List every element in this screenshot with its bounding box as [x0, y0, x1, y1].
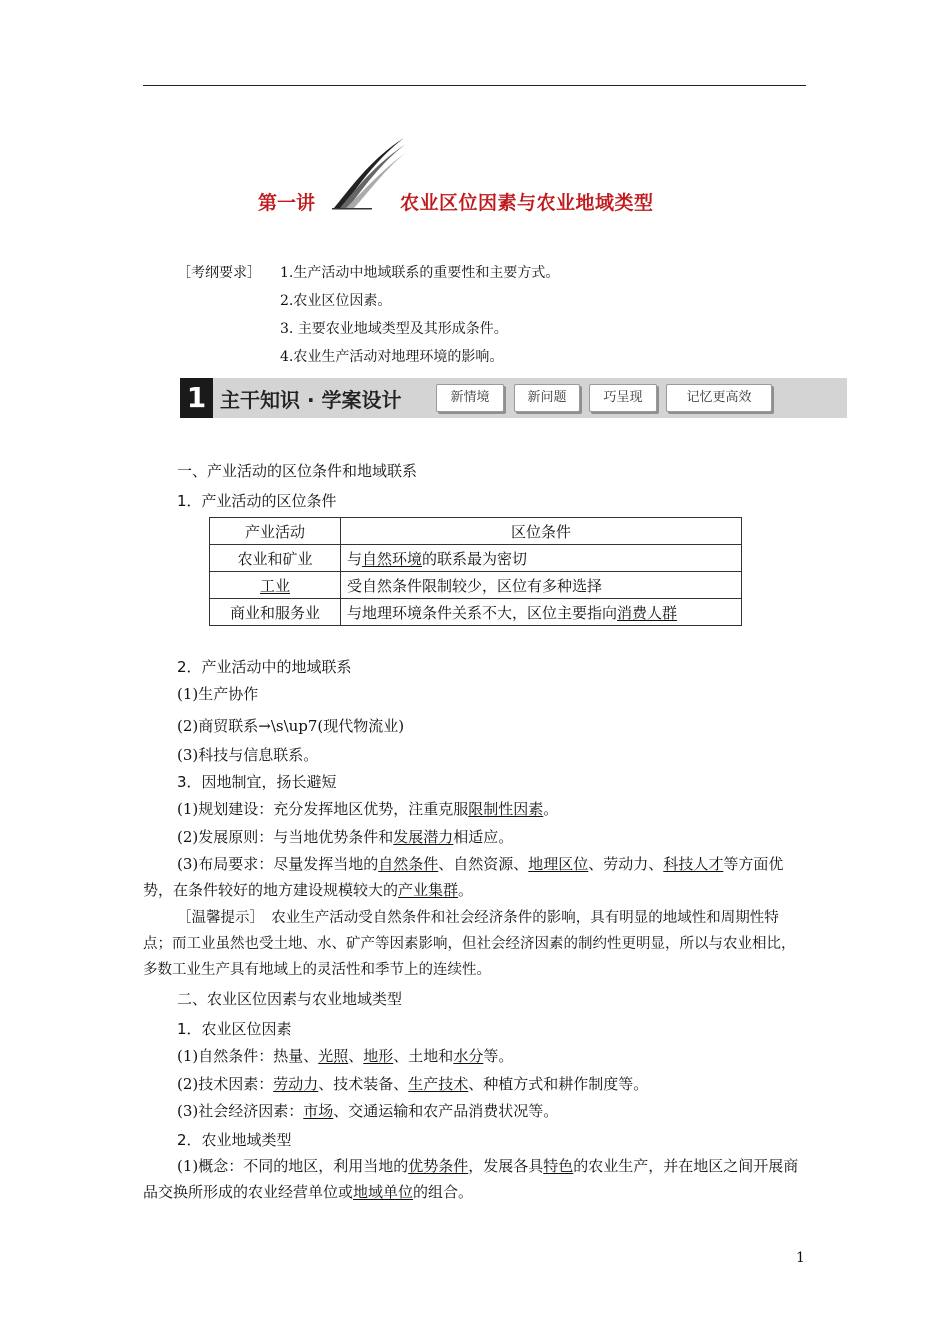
tip-text: 农业生产活动受自然条件和社会经济条件的影响，具有明显的地域性和周期性特点；而工业虽然也受土地、水、矿产等因素影响，但社会经济因素的制约性更明显，所以与农业相比，多数工业生产具有地域上的灵活性和季节上的连续性。	[143, 910, 796, 978]
text: 、	[348, 1047, 364, 1065]
cell-text: 与地理环境条件关系不大，区位主要指向	[347, 603, 618, 622]
answer: 水分	[453, 1047, 484, 1065]
section-heading: 二、农业区位因素与农业地域类型	[177, 990, 403, 1008]
table-header-row	[210, 518, 742, 545]
subsection-heading: 1．农业区位因素	[177, 1020, 292, 1038]
cell-text: 与	[347, 549, 363, 568]
answer: 产业集群	[398, 881, 459, 899]
paragraph	[143, 1153, 806, 1205]
text: 、技术装备、	[318, 1075, 409, 1093]
answer: 自然条件	[378, 855, 439, 873]
cell-text: 的联系最为密切	[422, 549, 528, 568]
cell-answer: 工业	[259, 576, 290, 595]
table-cell	[210, 572, 341, 599]
section-heading: 一、产业活动的区位条件和地域联系	[177, 462, 418, 480]
requirement-item: 1.生产活动中地域联系的重要性和主要方式。	[280, 265, 560, 281]
answer: 地域单位	[353, 1183, 414, 1201]
cell-answer: 消费人群	[617, 603, 678, 622]
text: 相适应。	[453, 828, 514, 846]
answer: 特色	[543, 1157, 574, 1175]
paragraph	[177, 798, 558, 819]
table-header-cell: 产业活动	[210, 518, 341, 545]
tag-new-question: 新问题	[514, 384, 580, 412]
list-item: (2)商贸联系→\s\up7(现代物流业)	[177, 717, 405, 735]
answer: 发展潜力	[393, 828, 454, 846]
paragraph	[143, 851, 806, 903]
subsection-heading: 2．产业活动中的地域联系	[177, 658, 352, 676]
list-item: (1)生产协作	[177, 685, 259, 703]
text: 、种植方式和耕作制度等。	[468, 1075, 649, 1093]
text: 的组合。	[413, 1183, 474, 1201]
table-row	[210, 572, 742, 599]
cell-answer: 自然环境	[362, 549, 423, 568]
table-cell	[341, 599, 742, 626]
text: 、土地和	[393, 1047, 454, 1065]
header-rule	[143, 85, 806, 86]
text: (1)自然条件：热量、	[177, 1047, 319, 1065]
text: ，发展各具	[468, 1157, 544, 1175]
text: 等方面优势，在条件较好的地方建设规模较大的	[143, 855, 784, 899]
location-conditions-table	[209, 517, 742, 626]
requirement-item: 2.农业区位因素。	[280, 293, 392, 309]
text: 等。	[483, 1047, 514, 1065]
text: 。	[458, 881, 474, 899]
text: 的农业生产，并在地区之间开展商品交换所形成的农业经营单位或	[143, 1157, 799, 1201]
tag-new-context: 新情境	[436, 384, 504, 412]
lecture-number: 第一讲	[258, 192, 316, 214]
tag-better-memory: 记忆更高效	[666, 384, 772, 412]
table-row	[210, 545, 742, 572]
subsection-heading: 1．产业活动的区位条件	[177, 492, 337, 510]
text: (3)布局要求：尽量发挥当地的	[177, 855, 379, 873]
paragraph	[177, 1073, 648, 1094]
text: 、劳动力、	[588, 855, 664, 873]
answer: 优势条件	[408, 1157, 469, 1175]
requirement-item: 4.农业生产活动对地理环境的影响。	[280, 349, 504, 365]
text: 。	[543, 800, 559, 818]
swoosh-decoration-icon	[332, 136, 408, 210]
text: (1)规划建设：充分发挥地区优势，注重克服	[177, 800, 469, 818]
text: (2)技术因素：	[177, 1075, 274, 1093]
text: 、自然资源、	[438, 855, 529, 873]
answer: 光照	[318, 1047, 349, 1065]
paragraph	[177, 1100, 558, 1121]
answer: 劳动力	[273, 1075, 319, 1093]
paragraph	[177, 1045, 513, 1066]
table-cell: 商业和服务业	[210, 599, 341, 626]
answer: 科技人才	[663, 855, 724, 873]
text: 、交通运输和农产品消费状况等。	[333, 1102, 559, 1120]
lecture-title	[258, 132, 698, 222]
list-item: (3)科技与信息联系。	[177, 746, 319, 764]
answer: 限制性因素	[468, 800, 544, 818]
table-cell: 农业和矿业	[210, 545, 341, 572]
subsection-heading: 3．因地制宜，扬长避短	[177, 773, 337, 791]
lecture-topic: 农业区位因素与农业地域类型	[400, 192, 654, 214]
text: (2)发展原则：与当地优势条件和	[177, 828, 394, 846]
answer: 市场	[303, 1102, 334, 1120]
table-cell	[341, 545, 742, 572]
banner-title: 主干知识 · 学案设计	[220, 388, 402, 412]
text: (1)概念：不同的地区，利用当地的	[177, 1157, 409, 1175]
table-row	[210, 599, 742, 626]
tag-clever-presentation: 巧呈现	[589, 384, 657, 412]
answer: 地理区位	[528, 855, 589, 873]
answer: 地形	[363, 1047, 394, 1065]
tip-paragraph	[143, 905, 806, 983]
table-header-cell: 区位条件	[341, 518, 742, 545]
paragraph	[177, 826, 513, 847]
text: (3)社会经济因素：	[177, 1102, 304, 1120]
section-banner	[180, 378, 847, 418]
requirements-label: ［考纲要求］	[177, 265, 261, 281]
requirement-item: 3. 主要农业地域类型及其形成条件。	[280, 321, 508, 337]
subsection-heading: 2．农业地域类型	[177, 1131, 292, 1149]
page-number: 1	[796, 1250, 805, 1266]
tip-label: ［温馨提示］	[177, 910, 257, 926]
answer: 生产技术	[408, 1075, 469, 1093]
banner-number: 1	[180, 378, 213, 418]
table-cell: 受自然条件限制较少，区位有多种选择	[341, 572, 742, 599]
